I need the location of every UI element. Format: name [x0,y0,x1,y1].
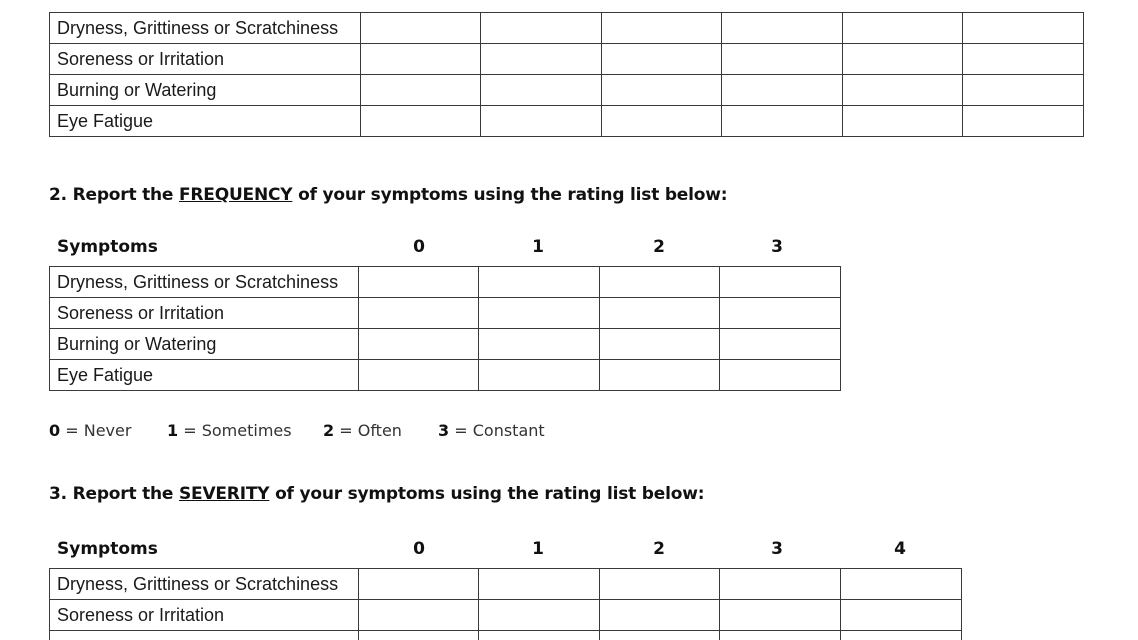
rating-cell[interactable] [479,298,600,329]
section3-heading-post: of your symptoms using the rating list below: [275,484,705,504]
rating-cell[interactable] [843,13,963,44]
table-row [50,267,841,298]
section3-scale-1: 1 [532,539,544,559]
symptom-label: Soreness or Irritation [50,600,359,631]
rating-cell[interactable] [963,106,1084,137]
section2-heading-post: of your symptoms using the rating list below: [298,185,728,205]
section3-number: 3. [49,484,67,504]
rating-cell[interactable] [361,106,481,137]
rating-cell[interactable] [722,75,843,106]
table-row [50,44,1084,75]
rating-cell[interactable] [359,569,479,600]
symptom-label: Eye Fatigue [50,360,359,391]
rating-cell[interactable] [722,106,843,137]
rating-cell[interactable] [963,75,1084,106]
section2-heading [49,185,727,205]
legend-text: = Never [65,421,132,440]
table-row [50,329,841,360]
symptom-label: Burning or Watering [50,329,359,360]
rating-cell[interactable] [481,13,602,44]
section3-scale-0: 0 [413,539,425,559]
rating-cell[interactable] [361,75,481,106]
rating-cell[interactable] [602,44,722,75]
rating-cell[interactable] [963,13,1084,44]
rating-cell[interactable] [359,631,479,640]
rating-cell[interactable] [720,329,841,360]
rating-cell[interactable] [600,360,720,391]
rating-cell[interactable] [720,600,841,631]
section2-number: 2. [49,185,67,205]
section2-scale-0: 0 [413,237,425,257]
rating-cell[interactable] [843,44,963,75]
rating-cell[interactable] [843,75,963,106]
table-row [50,75,1084,106]
symptom-label: Eye Fatigue [50,106,361,137]
symptom-label [50,631,359,640]
table-row [50,13,1084,44]
table-row [50,360,841,391]
section1-table [49,12,1084,137]
table-row [50,569,962,600]
rating-cell[interactable] [600,267,720,298]
legend-text: = Often [339,421,402,440]
table-row [50,106,1084,137]
severity-table [49,568,962,640]
section2-scale-2: 2 [653,237,665,257]
table-row [50,298,841,329]
section3-heading [49,484,704,504]
rating-cell[interactable] [600,329,720,360]
rating-cell[interactable] [720,360,841,391]
rating-cell[interactable] [602,106,722,137]
rating-cell[interactable] [602,75,722,106]
frequency-table [49,266,841,391]
rating-cell[interactable] [600,298,720,329]
section3-symptoms-header: Symptoms [57,539,158,559]
rating-cell[interactable] [359,329,479,360]
rating-cell[interactable] [720,267,841,298]
rating-cell[interactable] [722,44,843,75]
symptom-label: Burning or Watering [50,75,361,106]
legend-text: = Sometimes [183,421,292,440]
rating-cell[interactable] [479,600,600,631]
rating-cell[interactable] [481,75,602,106]
rating-cell[interactable] [359,360,479,391]
rating-cell[interactable] [479,329,600,360]
rating-cell[interactable] [600,600,720,631]
severity-table-clip [49,568,963,640]
frequency-legend-3 [438,421,545,440]
legend-num: 1 [167,421,179,440]
section3-scale-2: 2 [653,539,665,559]
rating-cell[interactable] [720,298,841,329]
symptom-label: Dryness, Grittiness or Scratchiness [50,569,359,600]
rating-cell[interactable] [481,106,602,137]
section2-symptoms-header: Symptoms [57,237,158,257]
rating-cell[interactable] [722,13,843,44]
rating-cell[interactable] [841,569,962,600]
rating-cell[interactable] [361,13,481,44]
symptom-label: Dryness, Grittiness or Scratchiness [50,13,361,44]
symptom-label: Soreness or Irritation [50,298,359,329]
section2-scale-3: 3 [771,237,783,257]
rating-cell[interactable] [600,631,720,640]
table-row [50,600,962,631]
rating-cell[interactable] [359,267,479,298]
section2-heading-pre: Report the [72,185,174,205]
symptom-label: Dryness, Grittiness or Scratchiness [50,267,359,298]
rating-cell[interactable] [481,44,602,75]
frequency-legend-2 [323,421,402,440]
rating-cell[interactable] [720,631,841,640]
legend-num: 3 [438,421,450,440]
rating-cell[interactable] [479,631,600,640]
rating-cell[interactable] [479,569,600,600]
section2-heading-key: FREQUENCY [178,185,293,205]
frequency-legend-0 [49,421,131,440]
rating-cell[interactable] [359,298,479,329]
rating-cell[interactable] [359,600,479,631]
legend-num: 0 [49,421,61,440]
rating-cell[interactable] [720,569,841,600]
rating-cell[interactable] [479,267,600,298]
rating-cell[interactable] [963,44,1084,75]
legend-text: = Constant [454,421,545,440]
frequency-legend-1 [167,421,292,440]
section2-scale-1: 1 [532,237,544,257]
section3-heading-key: SEVERITY [178,484,270,504]
rating-cell[interactable] [841,631,962,640]
rating-cell[interactable] [600,569,720,600]
section3-heading-pre: Report the [72,484,174,504]
rating-cell[interactable] [841,600,962,631]
rating-cell[interactable] [479,360,600,391]
symptom-label: Soreness or Irritation [50,44,361,75]
rating-cell[interactable] [361,44,481,75]
section3-scale-3: 3 [771,539,783,559]
section3-scale-4: 4 [894,539,906,559]
table-row [50,631,962,640]
rating-cell[interactable] [843,106,963,137]
rating-cell[interactable] [602,13,722,44]
legend-num: 2 [323,421,335,440]
